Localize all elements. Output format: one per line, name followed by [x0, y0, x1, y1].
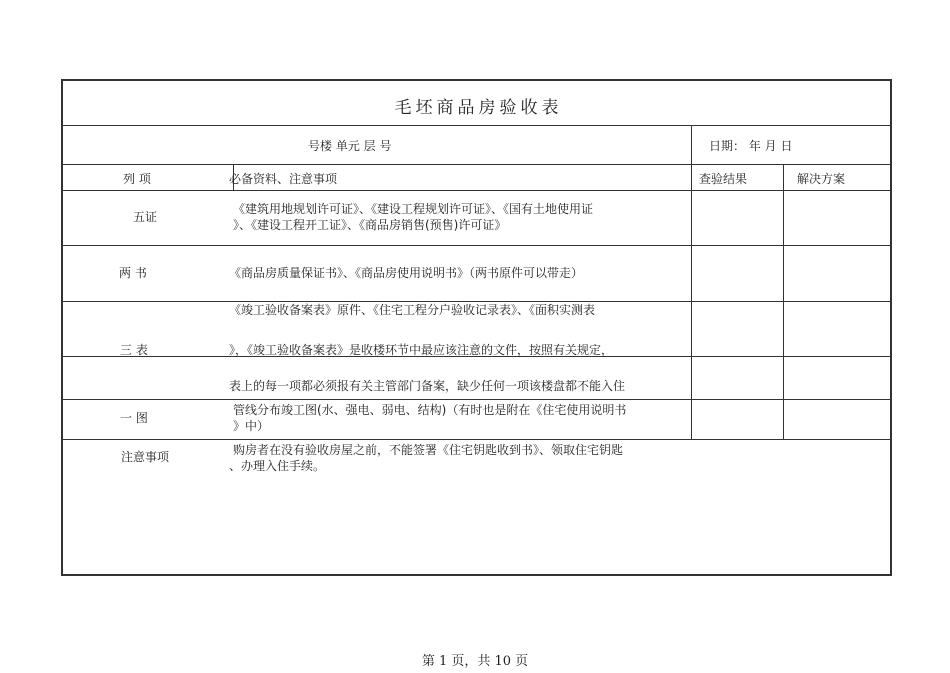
divider-row-yitu [63, 439, 892, 440]
row-text-yitu-2: 》中） [233, 419, 270, 433]
acceptance-form [61, 79, 892, 576]
row-label-wuzheng: 五证 [133, 210, 158, 224]
header-solution: 解决方案 [797, 172, 846, 186]
row-label-liangshu: 两 书 [119, 266, 147, 280]
header-result: 查验结果 [699, 172, 748, 186]
divider-title [63, 125, 892, 126]
page-number: 第 1 页，共 10 页 [421, 654, 529, 669]
divider-row-liangshu [63, 301, 892, 302]
divider-info [63, 164, 892, 165]
row-text-yitu-1: 管线分布竣工图(水、强电、弱电、结构)（有时也是附在《住宅使用说明书 [233, 403, 627, 417]
row-text-wuzheng-1: 《建筑用地规划许可证》、《建设工程规划许可证》、《国有土地使用证 [233, 202, 594, 216]
row-text-wuzheng-2: 》、《建设工程开工证》、《商品房销售(预售)许可证》 [233, 218, 507, 232]
row-label-yitu: 一 图 [120, 411, 148, 425]
row-text-sanbiao-3: 表上的每一项都必须报有关主管部门备案，缺少任何一项该楼盘都不能入住 [229, 379, 626, 393]
building-unit-fields: 号楼 单元 层 号 [308, 139, 392, 153]
row-text-liangshu-1: 《商品房质量保证书》、《商品房使用说明书》（两书原件可以带走） [229, 266, 584, 280]
row-text-notes-1: 购房者在没有验收房屋之前，不能签署《住宅钥匙收到书》、领取住宅钥匙 [233, 443, 624, 457]
row-text-notes-2: 、办理入住手续。 [229, 459, 326, 473]
form-title: 毛坯商品房验收表 [394, 98, 563, 118]
header-materials: 必备资料、注意事项 [229, 172, 338, 186]
divider-header [63, 190, 892, 191]
row-text-sanbiao-2: 》，《竣工验收备案表》是收楼环节中最应该注意的文件，按照有关规定， [229, 343, 614, 357]
date-field: 日期： 年 月 日 [709, 139, 793, 153]
divider-row-wuzheng [63, 245, 892, 246]
divider-row-sanbiao-2 [63, 399, 892, 400]
row-label-notes: 注意事项 [121, 450, 170, 464]
row-text-sanbiao-1: 《竣工验收备案表》原件、《住宅工程分户验收记录表》、《面积实测表 [229, 303, 596, 317]
header-item: 列 项 [123, 172, 151, 186]
row-label-sanbiao: 三 表 [120, 343, 148, 357]
divider-col-result [691, 125, 692, 439]
divider-col-solution [783, 164, 784, 439]
